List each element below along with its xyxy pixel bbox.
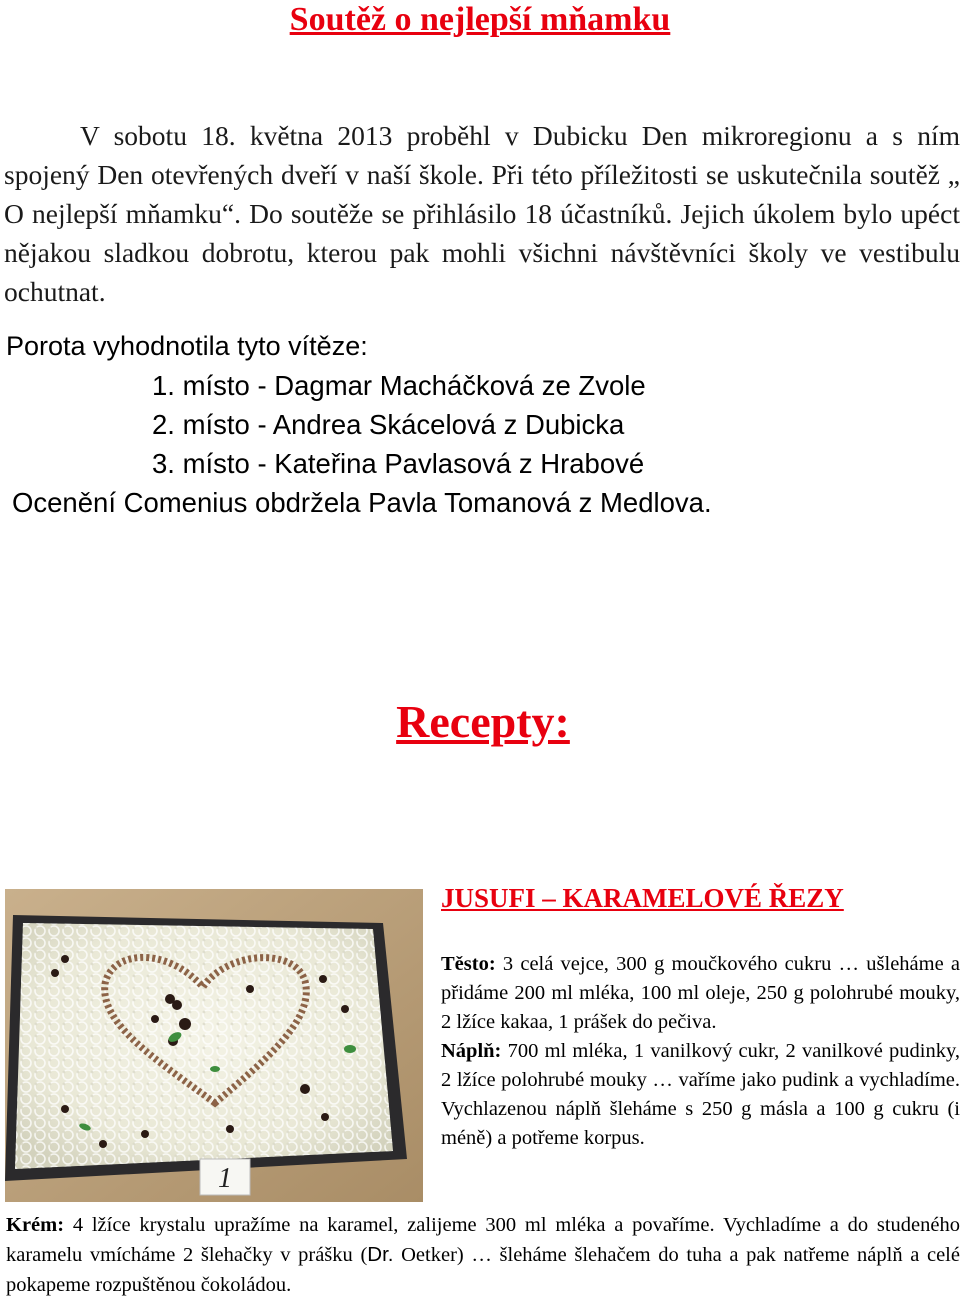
- filling-text: 700 ml mléka, 1 vanilkový cukr, 2 vanilkové pudinky, 2 lžíce polohrubé mouky … vaříme jako pudink a vychladíme. Vychlazenou náplň šleháme s 250 g másla a 100 g cukru (i méně) a potřeme korpus.: [441, 1040, 960, 1149]
- intro-paragraph: [4, 116, 960, 311]
- jury-line: Porota vyhodnotila tyto vítěze:: [6, 331, 368, 361]
- cream-brand: Dr.: [367, 1243, 394, 1266]
- winner-place-2: 2. místo - Andrea Skácelová z Dubicka: [152, 409, 625, 440]
- cake-card-number: 1: [218, 1163, 232, 1194]
- winners-list: [152, 366, 646, 483]
- cake-photo: [5, 889, 423, 1202]
- page-title: Soutěž o nejlepší mňamku: [289, 1, 671, 38]
- recipe-body: [441, 950, 960, 1153]
- cream-text-1: 4 lžíce krystalu upražíme na karamel, zalijeme 300 ml mléka a povaříme. Vychladíme a do studeného karamelu vmícháme 2 šlehačky v prášku (: [6, 1214, 960, 1266]
- recipe-title: JUSUFI – KARAMELOVÉ ŘEZY: [441, 883, 844, 913]
- dough-text: 3 celá vejce, 300 g moučkového cukru … ušleháme a přidáme 200 ml mléka, 100 ml oleje, 250 g polohrubé mouky, 2 lžíce kakaa, 1 prášek do pečiva.: [441, 953, 960, 1033]
- cream-label: Krém:: [6, 1214, 65, 1236]
- filling-label: Náplň:: [441, 1040, 502, 1062]
- winner-place-1: 1. místo - Dagmar Macháčková ze Zvole: [152, 370, 646, 401]
- cream-text-2: Oetker) … šleháme šlehačem do tuha a pak natřeme náplň a celé pokapeme rozpuštěnou čokoládou.: [6, 1244, 960, 1296]
- cream-section: [6, 1210, 960, 1300]
- dough-label: Těsto:: [441, 953, 496, 975]
- filling-section: [441, 1037, 960, 1153]
- recipes-heading: Recepty:: [396, 696, 570, 747]
- winner-place-3: 3. místo - Kateřina Pavlasová z Hrabové: [152, 448, 645, 479]
- intro-text: V sobotu 18. května 2013 proběhl v Dubicku Den mikroregionu a s ním spojený Den otevřených dveří v naší škole. Při této příležitosti se uskutečnila soutěž „ O nejlepší mňamku“. Do soutěže se přihlásilo 18 účastníků. Jejich úkolem bylo upéct nějakou sladkou dobrotu, kterou pak mohli všichni návštěvníci školy ve vestibulu ochutnat.: [4, 120, 960, 307]
- dough-section: [441, 950, 960, 1037]
- comenius-award: Ocenění Comenius obdržela Pavla Tomanová z Medlova.: [12, 487, 712, 518]
